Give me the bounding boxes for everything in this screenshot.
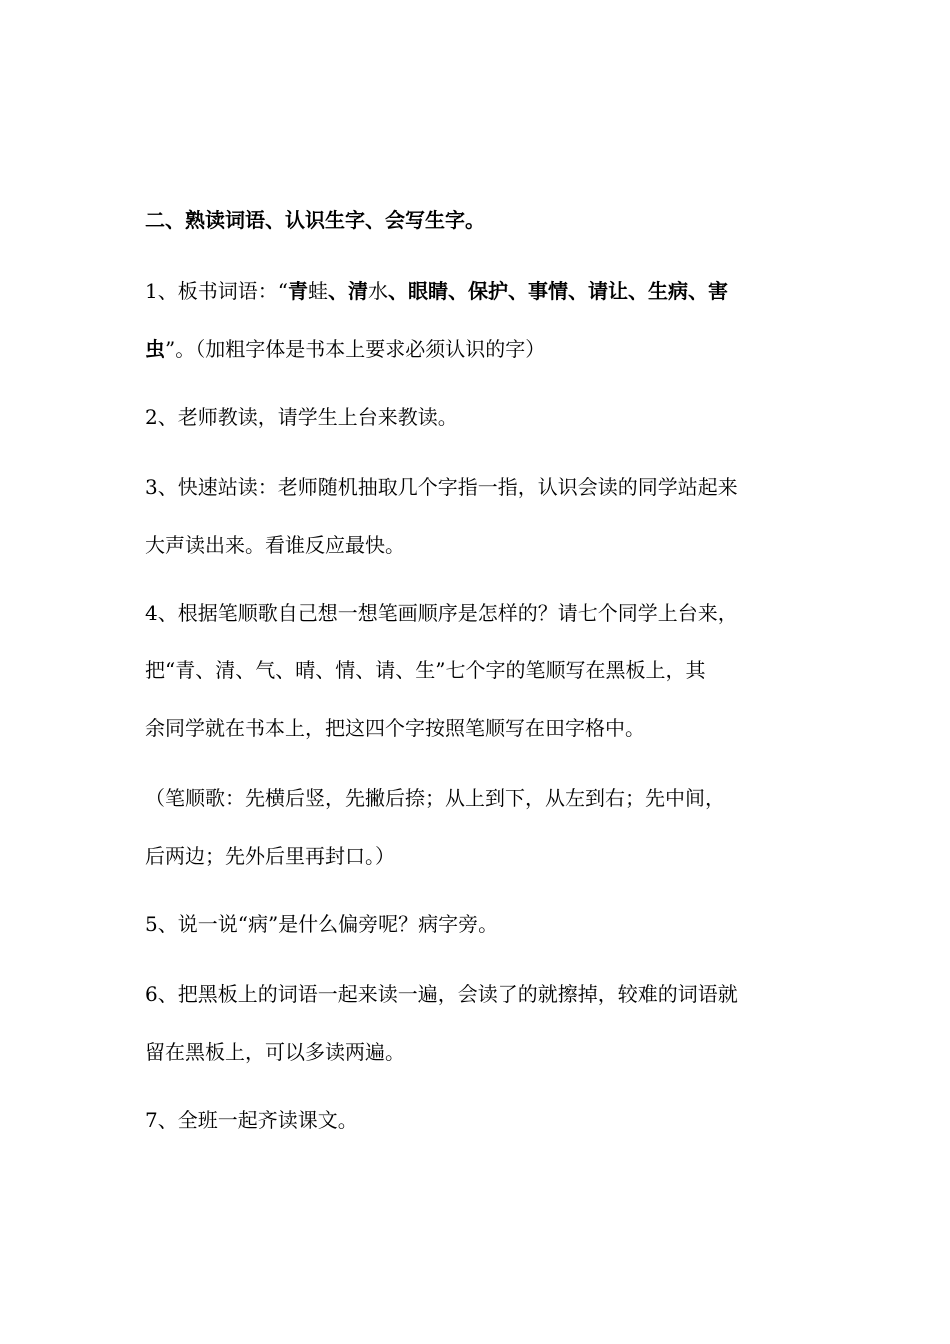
word-baohu: 保护 <box>467 279 508 303</box>
item-1-line-1 <box>145 277 815 305</box>
word-shengbing: 生病 <box>647 279 688 303</box>
word-chong: 虫 <box>145 337 165 361</box>
word-separator: 、 <box>627 279 648 303</box>
word-hai: 害 <box>707 279 728 303</box>
word-separator: 、 <box>447 279 468 303</box>
item-4-line-3: 余同学就在书本上，把这四个字按照笔顺写在田字格中。 <box>145 716 645 740</box>
item-7: 7、全班一起齐读课文。 <box>145 1108 358 1132</box>
word-separator: 、 <box>507 279 528 303</box>
word-qingrang: 请让 <box>587 279 628 303</box>
word-qingshui-rest: 水 <box>367 279 388 303</box>
item-4-line-2: 把“青、清、气、晴、情、请、生”七个字的笔顺写在黑板上，其 <box>145 658 706 682</box>
word-qing-bold: 青 <box>287 279 308 303</box>
section-heading: 二、熟读词语、认识生字、会写生字。 <box>145 208 485 232</box>
item-1-prefix: 1、板书词语：“ <box>145 279 288 303</box>
item-3-line-1: 3、快速站读：老师随机抽取几个字指一指，认识会读的同学站起来 <box>145 475 738 499</box>
word-yanjing: 眼睛 <box>407 279 448 303</box>
word-separator: 、 <box>567 279 588 303</box>
note-line-1: （笔顺歌：先横后竖，先撇后捺；从上到下，从左到右；先中间， <box>145 786 725 810</box>
item-6-line-2: 留在黑板上，可以多读两遍。 <box>145 1040 405 1064</box>
item-1-line-2 <box>145 335 815 363</box>
word-separator: 、 <box>687 279 708 303</box>
word-qing-rest: 蛙 <box>307 279 328 303</box>
item-3-line-2: 大声读出来。看谁反应最快。 <box>145 533 405 557</box>
word-shiqing: 事情 <box>527 279 568 303</box>
item-1-note: ”。（加粗字体是书本上要求必须认识的字） <box>165 337 546 361</box>
item-4-line-1: 4、根据笔顺歌自己想一想笔画顺序是怎样的？请七个同学上台来， <box>145 601 738 625</box>
item-6-line-1: 6、把黑板上的词语一起来读一遍，会读了的就擦掉，较难的词语就 <box>145 982 738 1006</box>
item-5: 5、说一说“病”是什么偏旁呢？病字旁。 <box>145 912 499 936</box>
word-qingshui-bold: 清 <box>347 279 368 303</box>
note-line-2: 后两边；先外后里再封口。） <box>145 844 395 868</box>
item-2: 2、老师教读，请学生上台来教读。 <box>145 405 458 429</box>
word-separator: 、 <box>327 279 348 303</box>
word-separator: 、 <box>387 279 408 303</box>
